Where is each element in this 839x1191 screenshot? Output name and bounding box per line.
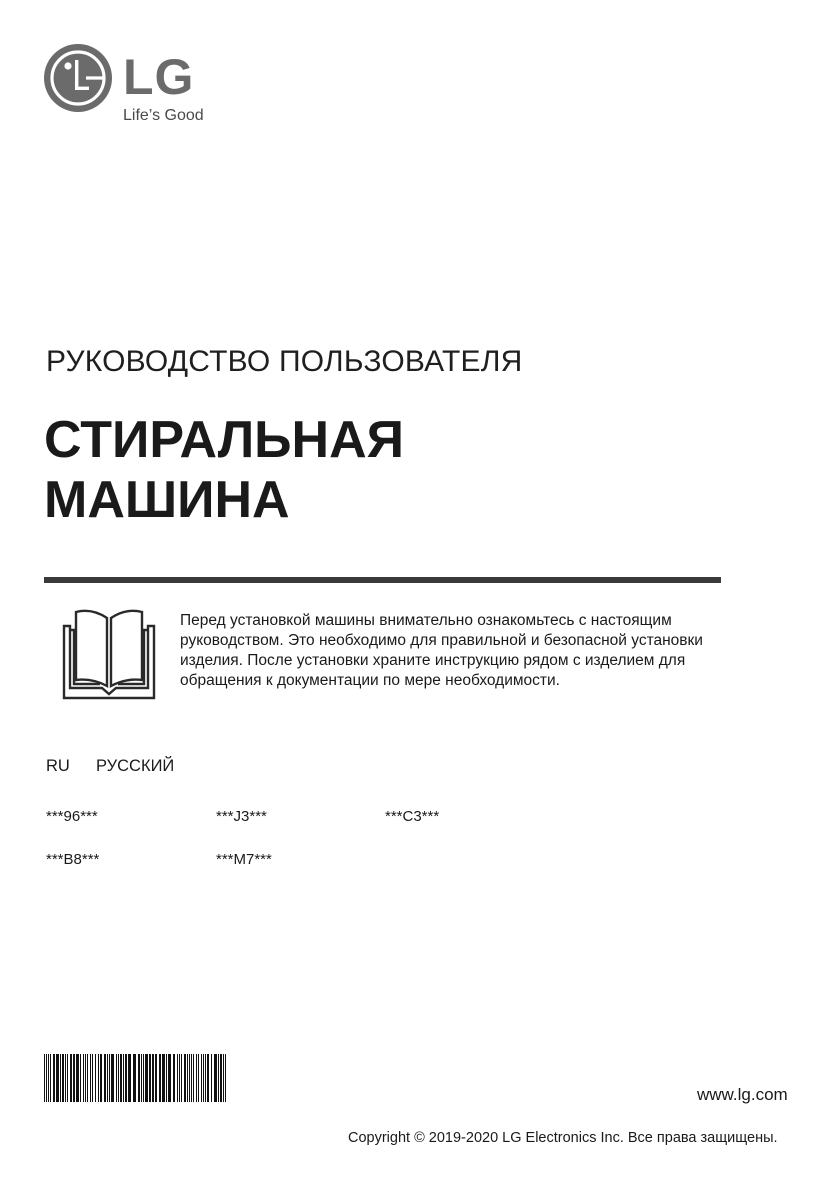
barcode-bar [48,1054,49,1102]
barcode-bar [56,1054,59,1102]
notice-line: изделия. После установки храните инструкцию рядом с изделием для [180,652,686,669]
barcode-bar [205,1054,206,1102]
barcode-bar [179,1054,180,1102]
barcode-bar [85,1054,86,1102]
lg-logo [44,44,224,128]
barcode-bar [138,1054,140,1102]
model-code: ***J3*** [216,808,267,825]
barcode-bar [70,1054,72,1102]
barcode-bar [107,1054,108,1102]
barcode-bar [120,1054,122,1102]
barcode-bar [62,1054,64,1102]
lg-wordmark: LG [123,49,195,105]
barcode-bar [211,1054,212,1102]
barcode-bar [133,1054,136,1102]
barcode-bar [155,1054,157,1102]
barcode-bar [118,1054,119,1102]
document-title [44,410,404,530]
barcode-bar [76,1054,79,1102]
barcode-bar [143,1054,144,1102]
barcode-bar [141,1054,142,1102]
barcode-bar [95,1054,96,1102]
model-code: ***96*** [46,808,98,825]
barcode [44,1054,228,1102]
barcode-bar [196,1054,197,1102]
barcode-bar [123,1054,124,1102]
barcode-bar [128,1054,131,1102]
barcode-bar [191,1054,192,1102]
title-line-2: МАШИНА [44,471,290,529]
barcode-bar [166,1054,167,1102]
barcode-bar [50,1054,51,1102]
barcode-bar [225,1054,226,1102]
barcode-bar [109,1054,110,1102]
barcode-bar [203,1054,204,1102]
barcode-bar [53,1054,55,1102]
barcode-bar [116,1054,117,1102]
title-line-1: СТИРАЛЬНАЯ [44,411,405,469]
barcode-bar [92,1054,93,1102]
notice-line: Перед установкой машины внимательно ознакомьтесь с настоящим [180,612,672,629]
barcode-bar [159,1054,161,1102]
barcode-bar [65,1054,66,1102]
barcode-bar [207,1054,209,1102]
barcode-bar [149,1054,151,1102]
barcode-bar [73,1054,75,1102]
barcode-bar [44,1054,45,1102]
barcode-bar [60,1054,61,1102]
divider [44,577,721,583]
barcode-bar [184,1054,186,1102]
model-code: ***B8*** [46,851,100,868]
barcode-bar [223,1054,224,1102]
language-name: РУССКИЙ [96,757,175,775]
barcode-bar [100,1054,102,1102]
barcode-bar [177,1054,178,1102]
lg-tagline: Life’s Good [123,107,204,124]
website-url: www.lg.com [697,1085,788,1104]
barcode-bar [145,1054,148,1102]
barcode-bar [152,1054,154,1102]
barcode-bar [162,1054,165,1102]
barcode-bar [198,1054,199,1102]
barcode-bar [181,1054,182,1102]
copyright-notice: Copyright © 2019-2020 LG Electronics Inc. Все права защищены. [348,1130,778,1146]
barcode-bar [193,1054,194,1102]
language-label [46,757,174,776]
barcode-bar [173,1054,175,1102]
barcode-bar [214,1054,217,1102]
barcode-bar [168,1054,171,1102]
barcode-bar [46,1054,47,1102]
barcode-bar [220,1054,222,1102]
barcode-bar [125,1054,127,1102]
document-subtitle: РУКОВОДСТВО ПОЛЬЗОВАТЕЛЯ [46,345,523,378]
notice-text [180,611,740,691]
model-code: ***C3*** [385,808,440,825]
barcode-bar [104,1054,106,1102]
barcode-bar [80,1054,81,1102]
barcode-bar [201,1054,202,1102]
barcode-bar [90,1054,91,1102]
barcode-bar [98,1054,99,1102]
lg-logo-mark-icon [44,44,112,112]
barcode-bar [189,1054,190,1102]
book-icon [62,608,156,700]
barcode-bar [218,1054,219,1102]
barcode-bar [187,1054,188,1102]
language-code: RU [46,757,70,775]
barcode-bar [67,1054,68,1102]
barcode-bar [83,1054,84,1102]
barcode-bar [87,1054,88,1102]
notice-line: руководством. Это необходимо для правильной и безопасной установки [180,632,703,649]
notice-line: обращения к документации по мере необходимости. [180,672,560,689]
model-code: ***M7*** [216,851,272,868]
barcode-bar [111,1054,114,1102]
